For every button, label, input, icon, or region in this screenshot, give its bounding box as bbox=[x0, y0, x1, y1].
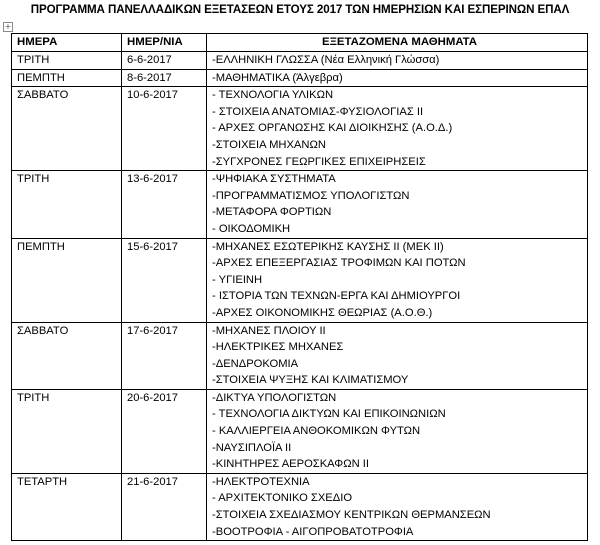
subject-item: -ΜΑΘΗΜΑΤΙΚΑ (Άλγεβρα) bbox=[212, 71, 343, 84]
exam-subjects bbox=[207, 87, 588, 171]
subject-item: -ΣΤΟΙΧΕΙΑ ΣΧΕΔΙΑΣΜΟΥ ΚΕΝΤΡΙΚΩΝ ΘΕΡΜΑΝΣΕΩΝ bbox=[212, 509, 491, 522]
subject-item: -ΜΕΤΑΦΟΡΑ ΦΟΡΤΙΩΝ bbox=[212, 206, 332, 219]
subject-item: -ΝΑΥΣΙΠΛΟΪΑ ΙΙ bbox=[212, 441, 292, 454]
subject-item: - ΤΕΧΝΟΛΟΓΙΑ ΥΛΙΚΩΝ bbox=[212, 89, 334, 102]
exam-subjects bbox=[207, 171, 588, 238]
subject-item: -ΚΙΝΗΤΗΡΕΣ ΑΕΡΟΣΚΑΦΩΝ ΙΙ bbox=[212, 458, 369, 471]
exam-date: 6-6-2017 bbox=[122, 52, 207, 70]
exam-subjects bbox=[207, 238, 588, 322]
table-row bbox=[12, 87, 588, 171]
exam-subjects bbox=[207, 52, 588, 70]
table-row bbox=[12, 238, 588, 322]
table-row bbox=[12, 473, 588, 540]
exam-day: ΠΕΜΠΤΗ bbox=[12, 69, 122, 87]
subject-item: -ΣΥΓΧΡΟΝΕΣ ΓΕΩΡΓΙΚΕΣ ΕΠΙΧΕΙΡΗΣΕΙΣ bbox=[212, 155, 426, 168]
subject-item: -ΕΛΛΗΝΙΚΗ ΓΛΩΣΣΑ (Νέα Ελληνική Γλώσσα) bbox=[212, 54, 440, 66]
subject-item: -ΔΙΚΤΥΑ ΥΠΟΛΟΓΙΣΤΩΝ bbox=[212, 391, 337, 404]
exam-day: ΣΑΒΒΑΤΟ bbox=[12, 322, 122, 389]
exam-date: 20-6-2017 bbox=[122, 389, 207, 473]
exam-date: 13-6-2017 bbox=[122, 171, 207, 238]
exam-subjects bbox=[207, 389, 588, 473]
exam-subjects bbox=[207, 69, 588, 87]
table-row bbox=[12, 322, 588, 389]
subject-item: -ΣΤΟΙΧΕΙΑ ΜΗΧΑΝΩΝ bbox=[212, 138, 326, 151]
subject-item: - ΑΡΧΕΣ ΟΡΓΑΝΩΣΗΣ ΚΑΙ ΔΙΟΙΚΗΣΗΣ (Α.Ο.Δ.) bbox=[212, 122, 453, 135]
table-row bbox=[12, 171, 588, 238]
subject-item: -ΒΟΟΤΡΟΦΙΑ - ΑΙΓΟΠΡΟΒΑΤΟΤΡΟΦΙΑ bbox=[212, 525, 414, 538]
exam-date: 8-6-2017 bbox=[122, 69, 207, 87]
subject-item: -ΑΡΧΕΣ ΟΙΚΟΝΟΜΙΚΗΣ ΘΕΩΡΙΑΣ (Α.Ο.Θ.) bbox=[212, 306, 433, 319]
subject-item: -ΔΕΝΔΡΟΚΟΜΙΑ bbox=[212, 357, 299, 370]
subject-item: - ΚΑΛΛΙΕΡΓΕΙΑ ΑΝΘΟΚΟΜΙΚΩΝ ΦΥΤΩΝ bbox=[212, 425, 421, 438]
table-row bbox=[12, 52, 588, 70]
subject-item: - ΑΡΧΙΤΕΚΤΟΝΙΚΟ ΣΧΕΔΙΟ bbox=[212, 492, 353, 505]
subject-item: - ΙΣΤΟΡΙΑ ΤΩΝ ΤΕΧΝΩΝ-ΕΡΓΑ ΚΑΙ ΔΗΜΙΟΥΡΓΟΙ bbox=[212, 290, 461, 303]
exam-subjects bbox=[207, 322, 588, 389]
subject-item: -ΗΛΕΚΤΡΟΤΕΧΝΙΑ bbox=[212, 475, 310, 488]
subject-item: -ΣΤΟΙΧΕΙΑ ΨΥΞΗΣ ΚΑΙ ΚΛΙΜΑΤΙΣΜΟΥ bbox=[212, 374, 409, 387]
move-handle-icon[interactable]: + bbox=[4, 22, 12, 31]
page-title: ΠΡΟΓΡΑΜΜΑ ΠΑΝΕΛΛΑΔΙΚΩΝ ΕΞΕΤΑΣΕΩΝ ΕΤΟΥΣ 2017 ΤΩΝ ΗΜΕΡΗΣΙΩΝ ΚΑΙ ΕΣΠΕΡΙΝΩΝ ΕΠΑΛ bbox=[30, 3, 570, 16]
exam-day: ΣΑΒΒΑΤΟ bbox=[12, 87, 122, 171]
subject-item: -ΜΗΧΑΝΕΣ ΠΛΟΙΟΥ ΙΙ bbox=[212, 324, 326, 337]
subject-item: -ΑΡΧΕΣ ΕΠΕΞΕΡΓΑΣΙΑΣ ΤΡΟΦΙΜΩΝ ΚΑΙ ΠΟΤΩΝ bbox=[212, 257, 466, 270]
subject-item: - ΤΕΧΝΟΛΟΓΙΑ ΔΙΚΤΥΩΝ ΚΑΙ ΕΠΙΚΟΙΝΩΝΙΩΝ bbox=[212, 408, 446, 421]
subject-item: -ΜΗΧΑΝΕΣ ΕΣΩΤΕΡΙΚΗΣ ΚΑΥΣΗΣ ΙΙ (ΜΕΚ ΙΙ) bbox=[212, 240, 444, 253]
subject-item: -ΨΗΦΙΑΚΑ ΣΥΣΤΗΜΑΤΑ bbox=[212, 173, 336, 186]
exam-date: 17-6-2017 bbox=[122, 322, 207, 389]
header-subjects: ΕΞΕΤΑΖΟΜΕΝΑ ΜΑΘΗΜΑΤΑ bbox=[207, 34, 588, 52]
subject-item: -ΗΛΕΚΤΡΙΚΕΣ ΜΗΧΑΝΕΣ bbox=[212, 341, 344, 354]
exam-day: ΠΕΜΠΤΗ bbox=[12, 238, 122, 322]
exam-date: 15-6-2017 bbox=[122, 238, 207, 322]
subject-item: - ΟΙΚΟΔΟΜΙΚΗ bbox=[212, 222, 291, 235]
subject-item: - ΥΓΙΕΙΝΗ bbox=[212, 273, 263, 286]
table-row bbox=[12, 389, 588, 473]
exam-date: 21-6-2017 bbox=[122, 473, 207, 540]
subject-item: -ΠΡΟΓΡΑΜΜΑΤΙΣΜΟΣ ΥΠΟΛΟΓΙΣΤΩΝ bbox=[212, 189, 410, 202]
header-row bbox=[12, 34, 588, 52]
exam-day: ΤΡΙΤΗ bbox=[12, 389, 122, 473]
header-day: ΗΜΕΡΑ bbox=[12, 34, 122, 52]
exam-day: ΤΡΙΤΗ bbox=[12, 52, 122, 70]
subject-item: - ΣΤΟΙΧΕΙΑ ΑΝΑΤΟΜΙΑΣ-ΦΥΣΙΟΛΟΓΙΑΣ ΙΙ bbox=[212, 105, 424, 118]
exam-day: ΤΕΤΑΡΤΗ bbox=[12, 473, 122, 540]
exam-date: 10-6-2017 bbox=[122, 87, 207, 171]
exam-day: ΤΡΙΤΗ bbox=[12, 171, 122, 238]
exam-schedule-table bbox=[11, 33, 588, 541]
table-row bbox=[12, 69, 588, 87]
exam-subjects bbox=[207, 473, 588, 540]
header-date: ΗΜΕΡ/ΝΙΑ bbox=[122, 34, 207, 52]
